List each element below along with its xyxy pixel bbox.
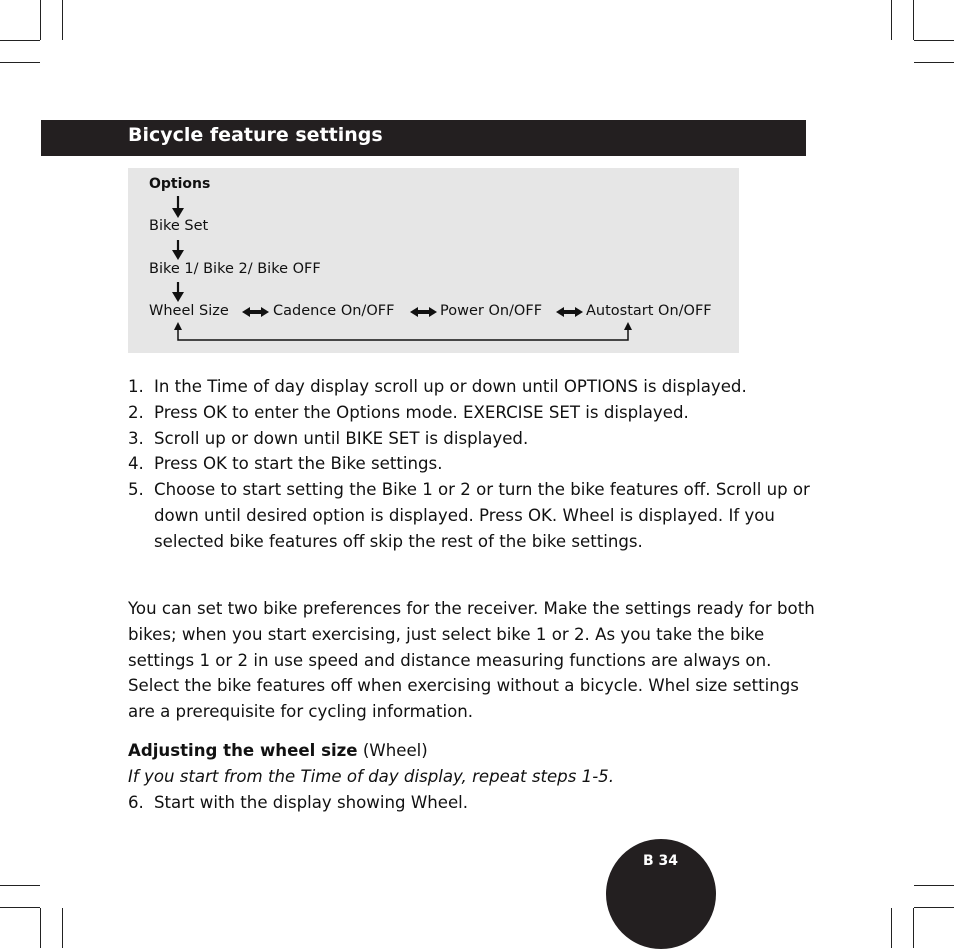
- body-paragraph: You can set two bike preferences for the receiver. Make the settings ready for both bikes; when you start exercising, just select bike 1 or 2. As you take the bike settings 1 or 2 in use speed and distance measuring functions are always on. Select the bike features off when exercising without a bicycle. Whel size settings are a prerequisite for cycling information.: [128, 599, 815, 722]
- list-item: [128, 451, 818, 477]
- adjust-heading: Adjusting the wheel size: [128, 741, 358, 760]
- page-number: B 34: [643, 853, 679, 869]
- diagram-bike-set: Bike Set: [149, 218, 209, 234]
- step-number: 6.: [128, 792, 144, 812]
- crop-mark: [913, 908, 914, 948]
- step-text: In the Time of day display scroll up or down until OPTIONS is displayed.: [154, 377, 747, 396]
- crop-mark: [40, 0, 41, 40]
- adjust-section: [128, 738, 818, 815]
- diagram-bike-choice: Bike 1/ Bike 2/ Bike OFF: [149, 261, 321, 277]
- diagram-power: Power On/OFF: [440, 303, 543, 319]
- crop-mark: [914, 62, 954, 63]
- diagram-wheel-size: Wheel Size: [149, 303, 229, 319]
- diagram-autostart: Autostart On/OFF: [586, 303, 712, 319]
- crop-mark: [0, 62, 40, 63]
- crop-mark: [891, 908, 892, 948]
- list-item: [128, 374, 818, 400]
- step-number: 5.: [128, 480, 144, 500]
- list-item: [128, 426, 818, 452]
- crop-mark: [62, 0, 63, 40]
- crop-mark: [914, 40, 954, 41]
- section-title: Bicycle feature settings: [128, 124, 383, 146]
- list-item: [128, 790, 818, 816]
- crop-mark: [0, 40, 40, 41]
- crop-mark: [62, 908, 63, 948]
- diagram-options: Options: [149, 176, 211, 192]
- step-number: 1.: [128, 377, 144, 396]
- crop-mark: [914, 885, 954, 886]
- steps-list: [128, 374, 818, 555]
- crop-mark: [914, 907, 954, 908]
- crop-mark: [0, 885, 40, 886]
- adjust-heading-suffix: (Wheel): [357, 741, 428, 760]
- list-item: [128, 400, 818, 426]
- step-text: Press OK to enter the Options mode. EXERCISE SET is displayed.: [154, 402, 689, 422]
- adjust-heading-line: [128, 738, 818, 764]
- list-item: [128, 477, 818, 554]
- step-number: 2.: [128, 402, 144, 422]
- step-number: 3.: [128, 428, 144, 448]
- crop-mark: [40, 908, 41, 948]
- crop-mark: [891, 0, 892, 40]
- step-text: Press OK to start the Bike settings.: [154, 454, 443, 474]
- step-text: Choose to start setting the Bike 1 or 2 or turn the bike features off. Scroll up or down until desired option is displayed. Press OK. Wheel is displayed. If you selected bike features off skip the rest of the bike settings.: [154, 480, 810, 551]
- adjust-note: If you start from the Time of day display, repeat steps 1-5.: [128, 766, 615, 786]
- step-number: 4.: [128, 454, 144, 474]
- step-text: Start with the display showing Wheel.: [154, 792, 469, 812]
- crop-mark: [913, 0, 914, 40]
- step-text: Scroll up or down until BIKE SET is displayed.: [154, 428, 529, 448]
- crop-mark: [0, 907, 40, 908]
- diagram-cadence: Cadence On/OFF: [273, 303, 395, 319]
